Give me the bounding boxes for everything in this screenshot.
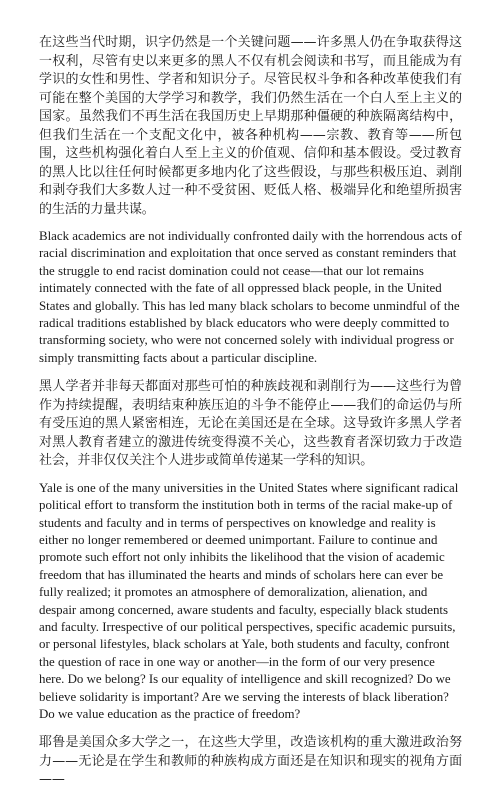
paragraph-en-black-academics: Black academics are not individually confronted daily with the horrendous acts of racial discrimination and exploitation that once served as constant reminders that the struggle to end racist domination could not cease—that our lot remains intimately connected with the fate of all oppressed black people, in the United States and globally. This has led many black scholars to become unmindful of the radical traditions established by black educators who were deeply committed to transforming society, who were not concerned solely with individual progress or simply transmitting facts about a particular discipline. [39,229,462,365]
paragraph-zh-yale: 耶鲁是美国众多大学之一，在这些大学里，改造该机构的重大激进政治努力——无论是在学生和教师的种族构成方面还是在知识和现实的视角方面—— [39,735,462,788]
paragraph-zh-black-academics: 黑人学者并非每天都面对那些可怕的种族歧视和剥削行为——这些行为曾作为持续提醒，表明结束种族压迫的斗争不能停止——我们的命运仍与所有受压迫的黑人紧密相连，无论在美国还是在全球。这导致许多黑人学者对黑人教育者建立的激进传统变得漠不关心，这些教育者深切致力于改造社会，并非仅仅关注个人进步或简单传递某一学科的知识。 [39,379,462,469]
paragraph-zh-literacy: 在这些当代时期，识字仍然是一个关键问题——许多黑人仍在争取获得这一权利，尽管有史以来更多的黑人不仅有机会阅读和书写，而且能成为有学识的女性和男性、学者和知识分子。尽管民权斗争和各种改革使我们有可能在整个美国的大学学习和教学，我们仍然生活在一个白人至上主义的国家。虽然我们不再生活在我国历史上早期那种僵硬的种族隔离结构中，但我们生活在一个支配文化中，被各种机构——宗教、教育等——所包围，这些机构强化着白人至上主义的价值观、信仰和基本假设。受过教育的黑人比以往任何时候都更多地内化了这些假设，与那些积极压迫、剥削和剥夺我们大多数人过一种不受贫困、贬低人格、极端异化和绝望所损害的生活的力量共谋。 [39,35,462,217]
paragraph-en-yale: Yale is one of the many universities in the United States where significant radical political effort to transform the institution both in terms of the racial make-up of students and faculty and in terms of perspectives on knowledge and reality is either no longer remembered or deemed unimportant. Failure to continue and promote such effort not only inhibits the likelihood that the vision of academic freedom that has illuminated the hearts and minds of scholars here can ever be fully realized; it promotes an atmosphere of demoralization, alienation, and despair among concerned, aware students and faculty, especially black students and faculty. Irrespective of our political perspectives, specific academic pursuits, or personal lifestyles, black scholars at Yale, both students and faculty, confront the question of race in one way or another—in the form of our very presence here. Do we belong? Is our equality of intelligence and skill recognized? Do we believe solidarity is important? Are we serving the interests of black liberation? Do we value education as the practice of freedom? [39,480,459,722]
